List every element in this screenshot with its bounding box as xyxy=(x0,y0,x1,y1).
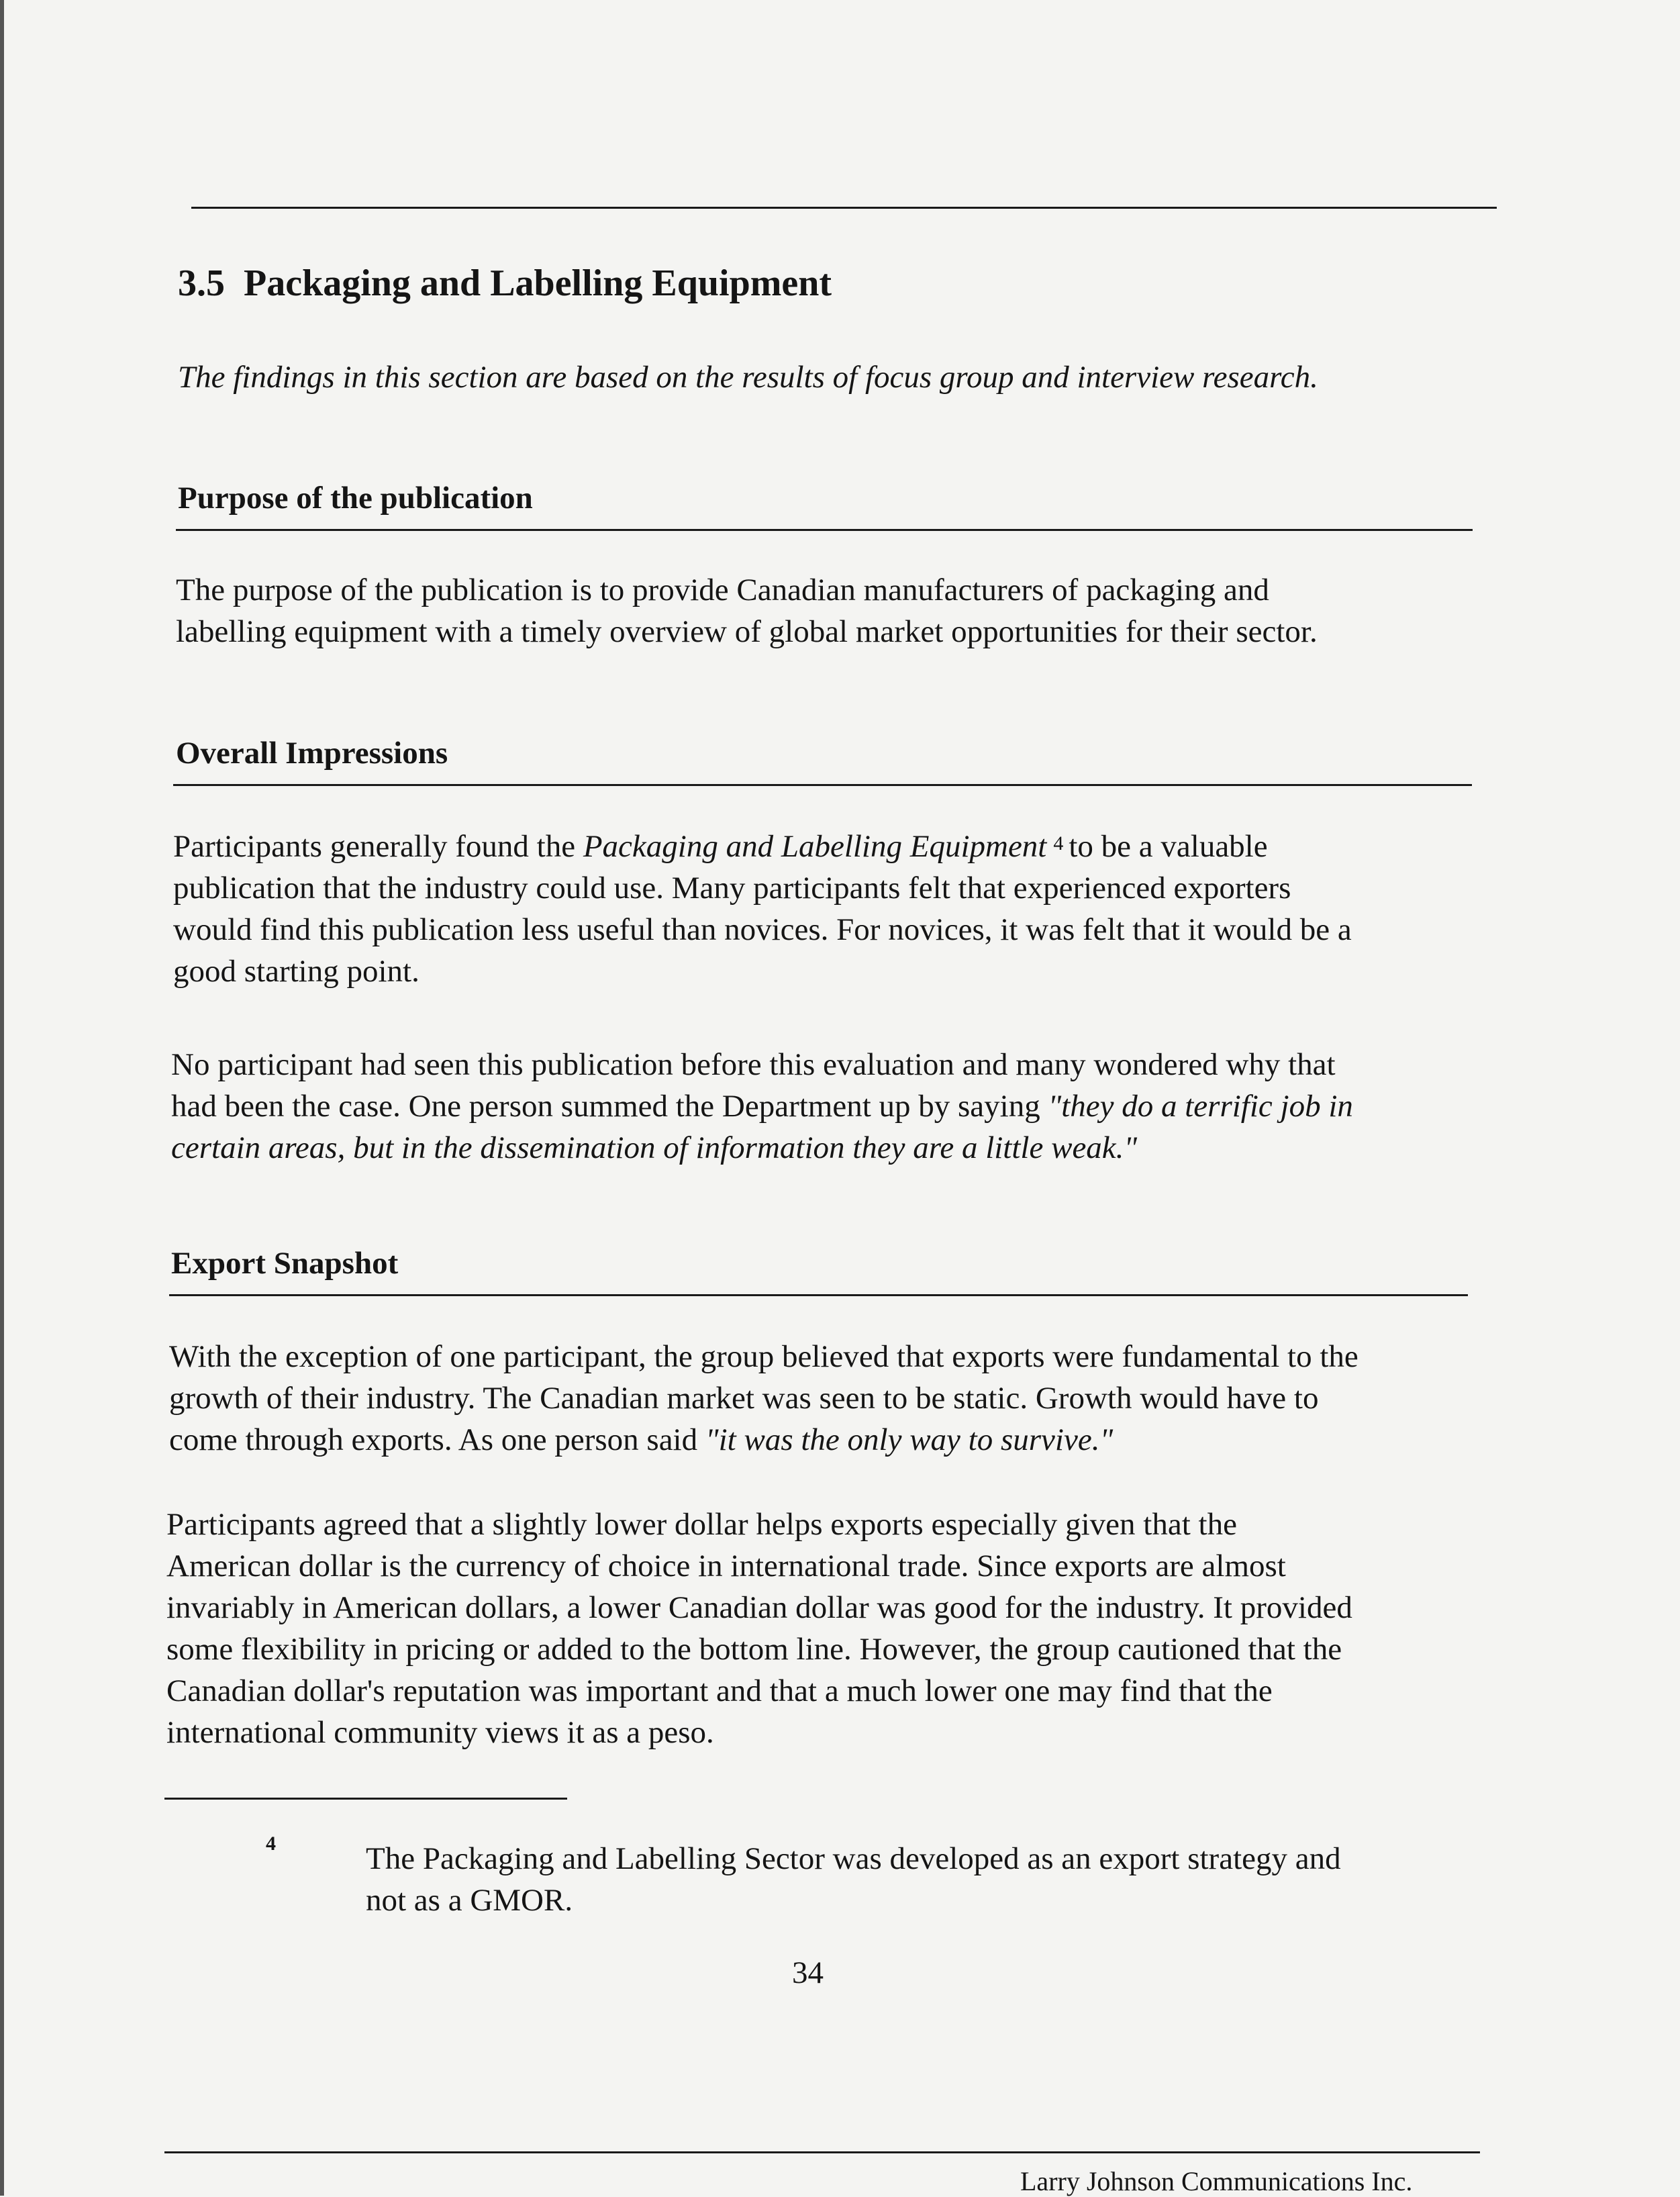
text-line: not as a GMOR. xyxy=(366,1883,573,1918)
heading-export-rule xyxy=(169,1294,1468,1296)
text-line: good starting point. xyxy=(173,954,419,989)
section-number: 3.5 xyxy=(178,262,225,304)
text-line: some flexibility in pricing or added to the bottom line. However, the group cautioned that the xyxy=(166,1632,1342,1667)
publication-title: Packaging and Labelling Equipment xyxy=(583,829,1047,864)
impressions-paragraph-1 xyxy=(173,826,1352,992)
quote-line: certain areas, but in the dissemination of information they are a little weak." xyxy=(171,1130,1138,1165)
impressions-paragraph-2 xyxy=(171,1044,1353,1169)
text-line: growth of their industry. The Canadian market was seen to be static. Growth would have to xyxy=(169,1381,1319,1416)
text-run: to be a valuable xyxy=(1069,829,1268,864)
footnote-text xyxy=(366,1838,1341,1921)
footer-company: Larry Johnson Communications Inc. xyxy=(1020,2166,1413,2196)
text-line: No participant had seen this publication before this evaluation and many wondered why that xyxy=(171,1047,1336,1082)
text-run: Participants generally found the xyxy=(173,829,583,864)
section-intro: The findings in this section are based on the results of focus group and interview research. xyxy=(178,360,1318,395)
page-number: 34 xyxy=(792,1955,824,1990)
text-line: American dollar is the currency of choice in international trade. Since exports are almost xyxy=(166,1549,1286,1583)
footer-rule xyxy=(164,2151,1480,2153)
text-line xyxy=(173,826,1352,867)
text-line: Canadian dollar's reputation was important and that a much lower one may find that the xyxy=(166,1673,1273,1708)
section-title-text: Packaging and Labelling Equipment xyxy=(244,262,832,304)
heading-export: Export Snapshot xyxy=(171,1246,399,1281)
text-line: Participants agreed that a slightly lower dollar helps exports especially given that the xyxy=(166,1507,1237,1542)
text-line: With the exception of one participant, the group believed that exports were fundamental to the xyxy=(169,1339,1358,1374)
text-line: labelling equipment with a timely overview of global market opportunities for their sector. xyxy=(176,614,1318,649)
heading-purpose: Purpose of the publication xyxy=(178,481,533,516)
footnote-reference: 4 xyxy=(1053,832,1064,855)
text-line xyxy=(169,1419,1358,1461)
quote: "it was the only way to survive." xyxy=(705,1422,1114,1457)
header-rule xyxy=(191,207,1497,209)
heading-purpose-rule xyxy=(176,529,1473,531)
footnote-number: 4 xyxy=(266,1833,276,1855)
heading-impressions-rule xyxy=(173,784,1472,786)
text-line xyxy=(171,1085,1353,1127)
footnote-rule xyxy=(164,1798,567,1800)
text-line: international community views it as a peso. xyxy=(166,1715,714,1750)
export-paragraph-1 xyxy=(169,1336,1358,1461)
text-run: had been the case. One person summed the Department up by saying xyxy=(171,1089,1048,1124)
export-paragraph-2 xyxy=(166,1504,1352,1753)
text-line: would find this publication less useful than novices. For novices, it was felt that it would be a xyxy=(173,912,1352,947)
text-run: come through exports. As one person said xyxy=(169,1422,705,1457)
scan-edge xyxy=(0,0,4,2196)
purpose-paragraph xyxy=(176,569,1318,652)
text-line: The Packaging and Labelling Sector was developed as an export strategy and xyxy=(366,1841,1341,1876)
quote: "they do a terrific job in xyxy=(1048,1089,1353,1124)
text-line: publication that the industry could use. Many participants felt that experienced exporters xyxy=(173,871,1291,906)
text-line: invariably in American dollars, a lower Canadian dollar was good for the industry. It provided xyxy=(166,1590,1352,1625)
text-line: The purpose of the publication is to provide Canadian manufacturers of packaging and xyxy=(176,573,1269,607)
heading-impressions: Overall Impressions xyxy=(176,736,448,771)
section-title xyxy=(178,262,832,305)
